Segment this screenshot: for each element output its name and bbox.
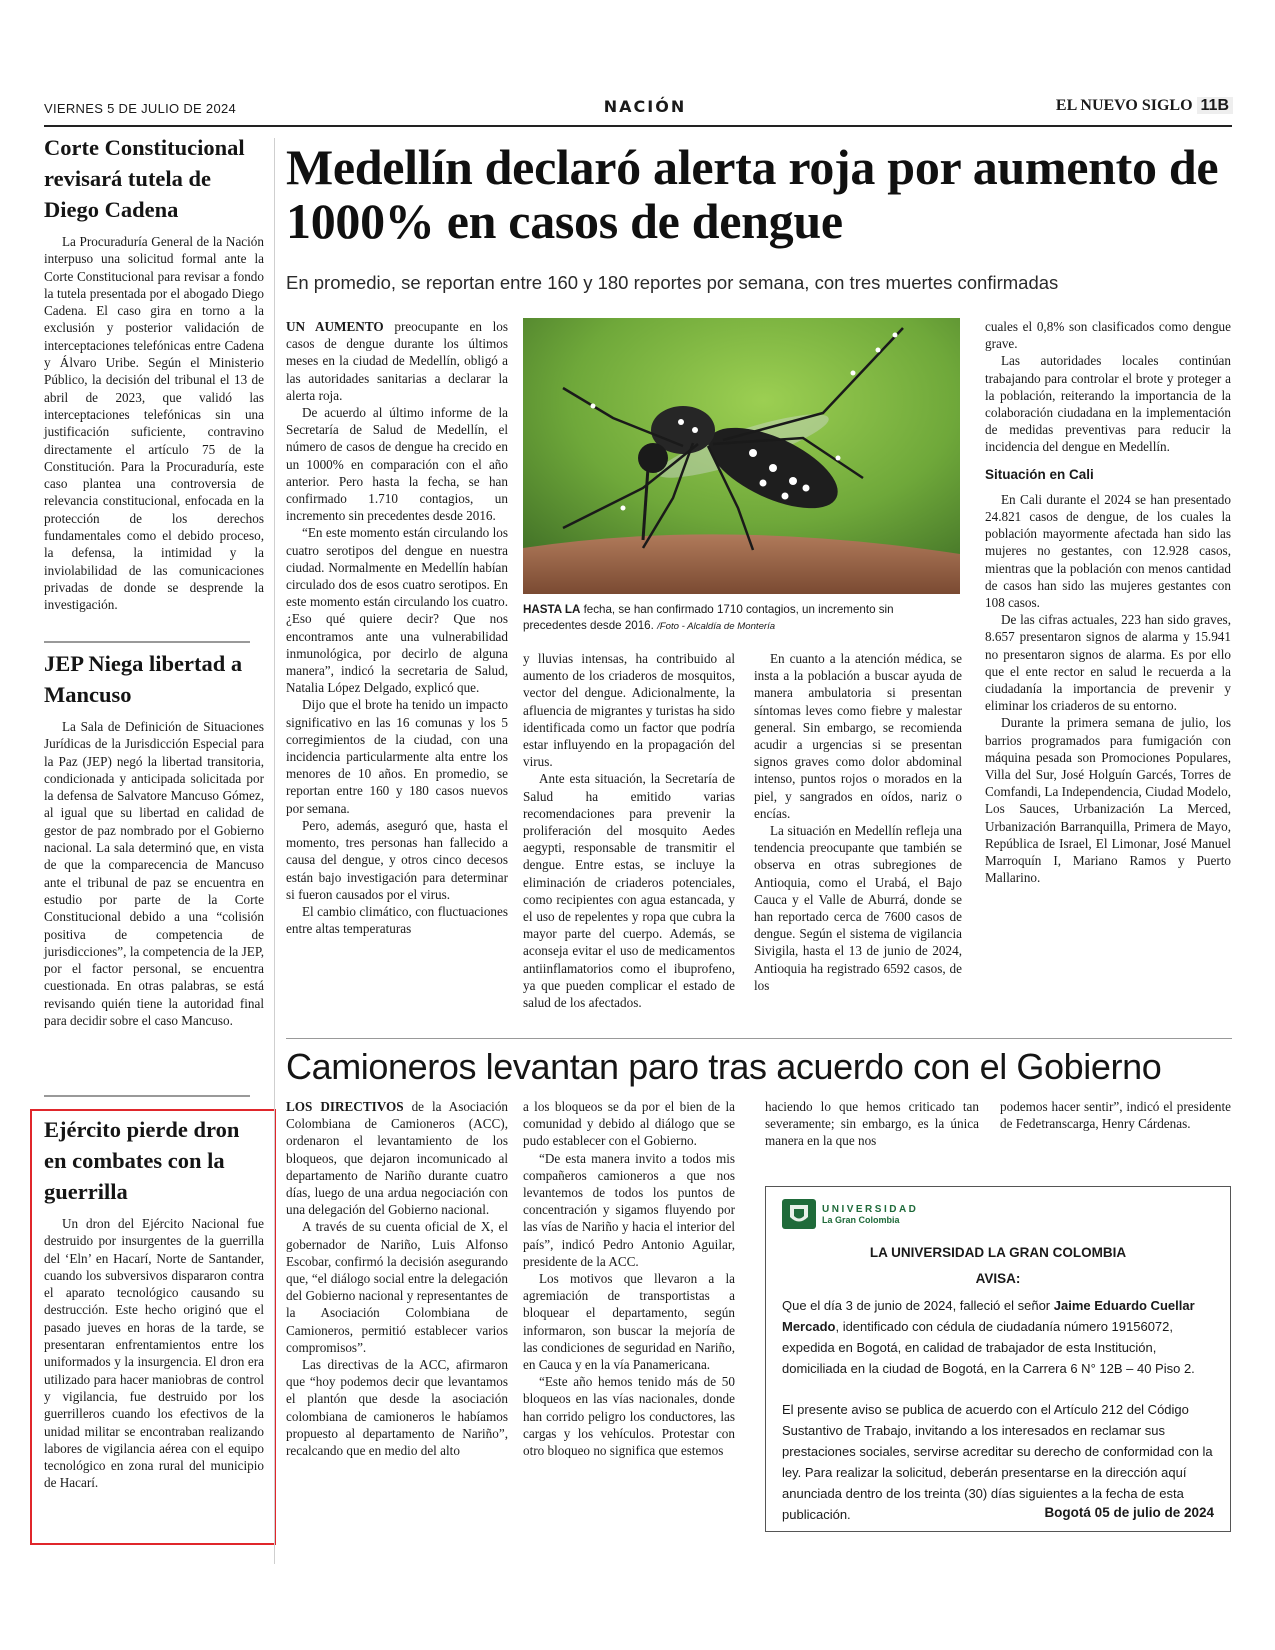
second-column-2: a los bloqueos se da por el bien de la comunidad y debido al diálogo que se pudo establecer con el Gobierno. “De esta manera invito a todos mis compañeros camioneros a que nos levantemos de todos los puntos de concentración y sigamos fluyendo por las vías de Nariño y hacia el interior del país”, indicó Pedro Antonio Aguilar, presidente de la ACC. Los motivos que llevaron a la agremiación de transportistas a bloquear el departamento, según informaron, son buscar la mejoría de las condiciones de seguridad en Nariño, en Cauca y en la vía Panamericana. “Este año hemos tenido más de 50 bloqueos en las vías nacionales, donde han corrido peligro los conductores, las cargas y los vehículos. Protestar con otro bloqueo no significa que estemos (523, 1099, 735, 1459)
column-divider (274, 138, 275, 1564)
page-number: 11B (1197, 97, 1233, 114)
story-title: JEP Niega libertad a Mancuso (44, 651, 243, 707)
notice-subtitle: AVISA: (975, 1271, 1021, 1286)
section-divider (286, 1038, 1232, 1039)
main-headline: Medellín declaró alerta roja por aumento de 1000% en casos de dengue (286, 139, 1219, 249)
sidebar-divider (44, 641, 250, 643)
story-title: Corte Constitucional revisará tutela de Diego Cadena (44, 135, 245, 222)
main-column-4: cuales el 0,8% son clasificados como dengue grave. Las autoridades locales continúan trabajando para controlar el brote y proteger a la población, reiterando la importancia de la colaboración ciudadana en la implementación de medidas preventivas para reducir la incidencia del dengue en Medellín. Situación en Cali En Cali durante el 2024 se han presentado 24.821 casos de dengue, de los cuales la población mayormente afectada han sido las mujeres no gestantes, con 12.928 casos, mientras que la población con menos cantidad de casos han sido las mujeres gestantes con 108 casos. De las cifras actuales, 223 han sido graves, 8.657 presentaron signos de alarma y 15.941 no presentaron signos de alarma. Es por ello que el ente rector en salud le recuerda a la ciudadanía la importancia de prevenir y eliminar los criaderos de su entorno. Durante la primera semana de julio, los barrios programados para fumigación con máquina pesada son Promociones Populares, Villa del Sur, José Holguín Garcés, Torres de Comfandi, La Independencia, Ciudad Modelo, Los Sauces, Urbanización La Merced, Urbanización Barranquilla, Primera de Mayo, República de Israel, El Limonar, José Manuel Marroquín I, Mariano Ramos y Puerto Mallarino. (985, 319, 1231, 886)
brand-name: EL NUEVO SIGLO (1055, 97, 1193, 114)
mosquito-photo (523, 318, 960, 594)
notice-paragraph-1: Que el día 3 de junio de 2024, falleció el señor Jaime Eduardo Cuellar Mercado, identificado con cédula de ciudadanía número 19156072, expedida en Bogotá, en calidad de trabajador de esta Institución, domiciliada en la ciudad de Bogotá, en la Carrera 6 N° 12B – 40 Piso 2. (782, 1298, 1195, 1376)
kicker: LOS DIRECTIVOS (286, 1099, 404, 1114)
section-name: NACIÓN (603, 97, 687, 116)
subheading: Situación en Cali (985, 466, 1094, 482)
second-column-3: haciendo lo que hemos criticado tan severamente; sin embargo, es la única manera en la que nos (765, 1099, 979, 1149)
masthead (1056, 97, 1233, 115)
sidebar-story-corte (44, 132, 264, 614)
issue-date: VIERNES 5 DE JULIO DE 2024 (44, 101, 237, 116)
highlight-box (30, 1109, 276, 1545)
sidebar-divider (44, 1095, 250, 1097)
university-shield-icon (782, 1199, 816, 1229)
second-column-4: podemos hacer sentir”, indicó el presidente de Fedetranscarga, Henry Cárdenas. (1000, 1099, 1231, 1132)
main-column-2: y lluvias intensas, ha contribuido al aumento de los criaderos de mosquitos, vector del dengue. Adicionalmente, la afluencia de migrantes y turistas ha sido identificada como un factor que podría estar influyendo en la propagación del virus. Ante esta situación, la Secretaría de Salud ha emitido varias recomendaciones para prevenir la proliferación del mosquito Aedes aegypti, responsable de transmitir el dengue. Entre estas, se incluye la eliminación de criaderos potenciales, como recipientes con agua estancada, y el uso de repelentes y ropa que cubra la mayor parte del cuerpo. Además, se aconseja evitar el uso de medicamentos antiinflamatorios como el ibuprofeno, ya que pueden complicar el estado de salud de los afectados. (523, 651, 735, 1011)
second-column-1: LOS DIRECTIVOS de la Asociación Colombiana de Camioneros (ACC), ordenaron el levantamiento de los bloqueos, que dejaron incomunicado al departamento de Nariño durante cuatro días, luego de una ardua negociación con una delegación del Gobierno nacional. A través de su cuenta oficial de X, el gobernador de Nariño, Luis Alfonso Escobar, confirmó la decisión asegurando que, “el diálogo social entre la delegación del Gobierno nacional y representantes de la Asociación Colombiana de Camioneros, permitió establecer varios compromisos”. Las directivas de la ACC, afirmaron que “hoy podemos decir que levantamos el plantón que desde la asociación colombiana de camioneros le habíamos propuesto al departamento de Nariño”, recalcando que en medio del alto (286, 1099, 509, 1459)
university-logo: UNIVERSIDAD La Gran Colombia (782, 1199, 918, 1229)
main-subheadline: En promedio, se reportan entre 160 y 180 reportes por semana, con tres muertes confirmadas (286, 272, 1059, 293)
main-column-3: En cuanto a la atención médica, se insta a la población a buscar ayuda de manera ambulatoria si presentan síntomas leves como fiebre y malestar general. Sin embargo, se recomienda acudir a urgencias si se presentan signos graves como dolor abdominal intenso, puntos rojos o morados en la piel, y sangrados en oídos, nariz o encías. La situación en Medellín refleja una tendencia preocupante que también se observa en otras subregiones de Antioquia, como el Urabá, el Bajo Cauca y el Valle de Aburrá, donde se han reportado cerca de 7600 casos de dengue. Según el sistema de vigilancia Sivigila, hasta el 13 de junio de 2024, Antioquia ha registrado 6592 casos, de los (754, 651, 962, 993)
notice-signature: Bogotá 05 de julio de 2024 (1044, 1505, 1214, 1520)
story-title: Ejército pierde dron en combates con la guerrilla (44, 1117, 240, 1204)
story-body: La Procuraduría General de la Nación interpuso una solicitud formal ante la Corte Constitucional para revisar a fondo la tutela presentada por el abogado Diego Cadena. El caso gira en torno a la exclusión y posterior validación de interceptaciones telefónicas entre Cadena y Álvaro Uribe. Según el Ministerio Público, la decisión del tribunal el 13 de abril de 2023, que validó las interceptaciones telefónicas sin una justificación suficiente, contravino directamente el artículo 75 de la Constitución. Para la Procuraduría, este caso plantea una controversia de relevancia constitucional, enfocada en la protección de los derechos fundamentales como el debido proceso, la defensa, la intimidad y la inviolabilidad de las comunicaciones privadas de donde se desprende la investigación. (44, 234, 264, 613)
photo-credit: /Foto - Alcaldía de Montería (657, 620, 776, 632)
header-rule (44, 125, 1232, 127)
notice-paragraph-2: El presente aviso se publica de acuerdo con el Artículo 212 del Código Sustantivo de Trabajo, invitando a los interesados en reclamar sus prestaciones sociales, servirse acreditar su derecho de conformidad con la ley. Para realizar la solicitud, deberán presentarse en la dirección aquí anunciada dentro de los treinta (30) días siguientes a la fecha de esta publicación. (782, 1402, 1213, 1522)
kicker: UN AUMENTO (286, 319, 384, 334)
story-body: La Sala de Definición de Situaciones Jurídicas de la Jurisdicción Especial para la Paz (JEP) negó la libertad transitoria, condicionada y anticipada solicitada por la defensa de Salvatore Mancuso Gómez, al igual que su libertad en calidad de gestor de paz nombrado por el Gobierno nacional. La sala determinó que, en vista de que la comparecencia de Mancuso ante el tribunal de paz se encuentra en estudio por parte de la Corte Constitucional debido a una “colisión positiva de competencia de jurisdicciones”, la competencia de la JEP, por el factor personal, se encuentra cuestionada. En otras palabras, se está revisando quién tiene la autoridad final para decidir sobre el caso Mancuso. (44, 719, 264, 1029)
sidebar-story-jep (44, 648, 264, 1029)
photo-caption: HASTA LA fecha, se han confirmado 1710 contagios, un incremento sin precedentes desde 2016. /Foto - Alcaldía de Montería (523, 603, 894, 632)
main-column-1: UN AUMENTO preocupante en los casos de dengue durante los últimos meses en la ciudad de Medellín, obligó a las autoridades sanitarias a declarar la alerta roja. De acuerdo al último informe de la Secretaría de Salud de Medellín, el número de casos de dengue ha crecido en un 1000% en comparación con el año anterior. Pero hasta la fecha, se han confirmado 1.710 contagios, un incremento sin precedentes desde 2016. “En este momento están circulando los cuatro serotipos del dengue en nuestra ciudad. Normalmente en Medellín habían circulado dos de esos cuatro serotipos. En este momento están circulando los cuatro. ¿Eso qué quiere decir? Que nos encontramos ante una vulnerabilidad inmunológica, por decirlo de alguna manera”, indicó la secretaria de Salud, Natalia López Delgado, explicó que. Dijo que el brote ha tenido un impacto significativo en las 16 comunas y los 5 corregimientos de la ciudad, con una incidencia particularmente alta entre los menores de 10 años. En promedio, se reportan entre 160 y 180 casos nuevos por semana. Pero, además, aseguró que, hasta el momento, tres personas han fallecido a causa del dengue, y otros cinco decesos están bajo investigación para determinar si fueron causados por el virus. El cambio climático, con fluctuaciones entre altas temperaturas (286, 319, 509, 937)
university-notice (765, 1186, 1231, 1532)
story-body: Un dron del Ejército Nacional fue destruido por insurgentes de la guerrilla del ‘Eln’ en Hacarí, Norte de Santander, cuando los subversivos dispararon contra el aparato tecnológico causando su destrucción. Este hecho originó que el pasado jueves en horas de la tarde, se presentaran enfrentamientos entre los uniformados y la insurgencia. El dron era utilizado para hacer maniobras de control y vigilancia, fue destruido por los guerrilleros cuando los efectivos de la unidad militar se encontraban realizando labores de vigilancia aérea con el equipo tecnológico en zona rural del municipio de Hacarí. (44, 1216, 264, 1491)
notice-title: LA UNIVERSIDAD LA GRAN COLOMBIA (869, 1245, 1127, 1260)
second-headline: Camioneros levantan paro tras acuerdo con el Gobierno (286, 1046, 1162, 1087)
